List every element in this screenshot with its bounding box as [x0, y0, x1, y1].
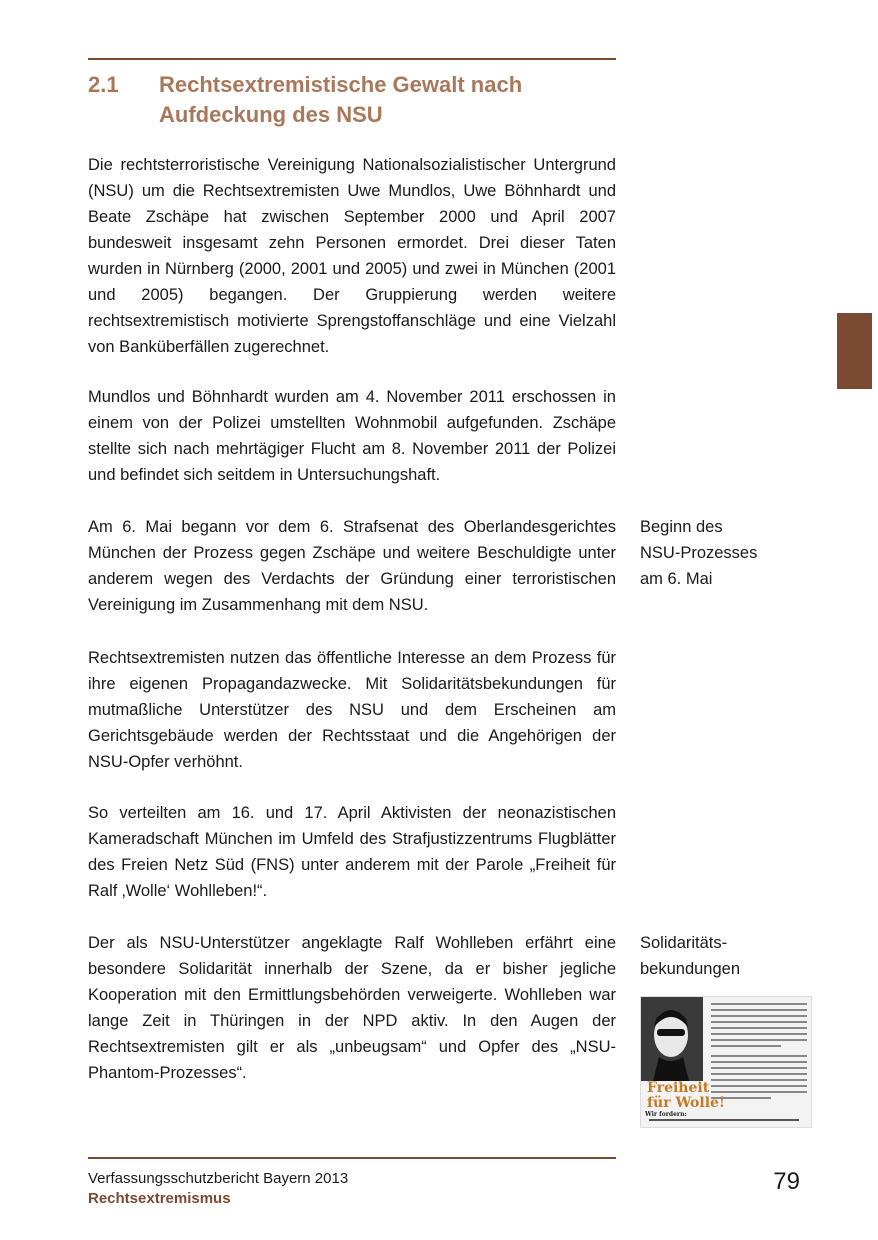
section-title: Rechtsextremistische Gewalt nach Aufdeckung des NSU: [159, 72, 523, 127]
flyer-headline-line: für Wolle!: [647, 1095, 726, 1111]
margin-note-line: Solidaritäts-: [640, 934, 728, 952]
margin-note-line: NSU-Prozesses: [640, 544, 758, 562]
margin-note-line: bekundungen: [640, 960, 741, 978]
margin-note-line: Beginn des: [640, 518, 723, 536]
paragraph-trial: Am 6. Mai begann vor dem 6. Strafsenat des Oberlandesgerichtes München der Prozess gegen Zschäpe und weitere Beschuldigte unter anderem wegen des Verdachts der Gründung einer terroristischen Vereinigung im Zusammenhang mit dem NSU.: [88, 518, 616, 614]
footer-chapter: Rechtsextremismus: [88, 1190, 231, 1207]
flyer-image: [640, 996, 812, 1128]
paragraph-mundlos: Mundlos und Böhnhardt wurden am 4. November 2011 erschossen in einem von der Polizei umstellten Wohnmobil aufgefunden. Zschäpe stellte sich nach mehrtägiger Flucht am 8. November 2011 der Polizei und befindet sich seitdem in Untersuchungshaft.: [88, 388, 616, 484]
paragraph-nsu-intro: Die rechtsterroristische Vereinigung Nationalsozialistischer Untergrund (NSU) um die Rechtsextremisten Uwe Mundlos, Uwe Böhnhardt und Beate Zschäpe hat zwischen September 2000 und April 2007 bundesweit insgesamt zehn Personen ermordet. Drei dieser Taten wurden in Nürnberg (2000, 2001 und 2005) und zwei in München (2001 und 2005) begangen. Der Gruppierung werden weitere rechtsextremistisch motivierte Sprengstoffanschläge und eine Vielzahl von Banküberfällen zugerechnet.: [88, 156, 616, 356]
margin-note-solidarity: [640, 930, 840, 982]
footer-publication: Verfassungsschutzbericht Bayern 2013: [88, 1170, 349, 1187]
top-rule: [88, 58, 616, 60]
paragraph-flyers: So verteilten am 16. und 17. April Aktivisten der neonazistischen Kameradschaft München im Umfeld des Strafjustizzentrums Flugblätter des Freien Netz Süd (FNS) unter anderem mit der Parole „Freiheit für Ralf ‚Wolle‘ Wohlleben!“.: [88, 804, 616, 900]
margin-note-line: am 6. Mai: [640, 570, 713, 588]
flyer-demands-label: Wir fordern:: [645, 1111, 687, 1118]
chapter-side-tab: [837, 313, 872, 389]
paragraph-propaganda: Rechtsextremisten nutzen das öffentliche Interesse an dem Prozess für ihre eigenen Propagandazwecke. Mit Solidaritätsbekundungen für mutmaßliche Unterstützer des NSU und dem Erscheinen am Gerichtsgebäude werden der Rechtsstaat und die Angehörigen der NSU-Opfer verhöhnt.: [88, 649, 616, 771]
footer-rule: [88, 1157, 616, 1159]
margin-note-trial-start: [640, 514, 840, 592]
flyer-headline: [647, 1081, 725, 1111]
flyer-headline-line: Freiheit: [647, 1080, 710, 1096]
section-number: 2.1: [88, 72, 119, 97]
page-number: 79: [773, 1168, 800, 1195]
paragraph-wohlleben: Der als NSU-Unterstützer angeklagte Ralf Wohlleben erfährt eine besondere Solidarität innerhalb der Szene, da er bisher jegliche Kooperation mit den Ermittlungsbehörden verweigerte. Wohlleben war lange Zeit in Thüringen in der NPD aktiv. In den Augen der Rechtsextremisten gilt er als „unbeugsam“ und Opfer des „NSU-Phantom-Prozesses“.: [88, 934, 616, 1082]
